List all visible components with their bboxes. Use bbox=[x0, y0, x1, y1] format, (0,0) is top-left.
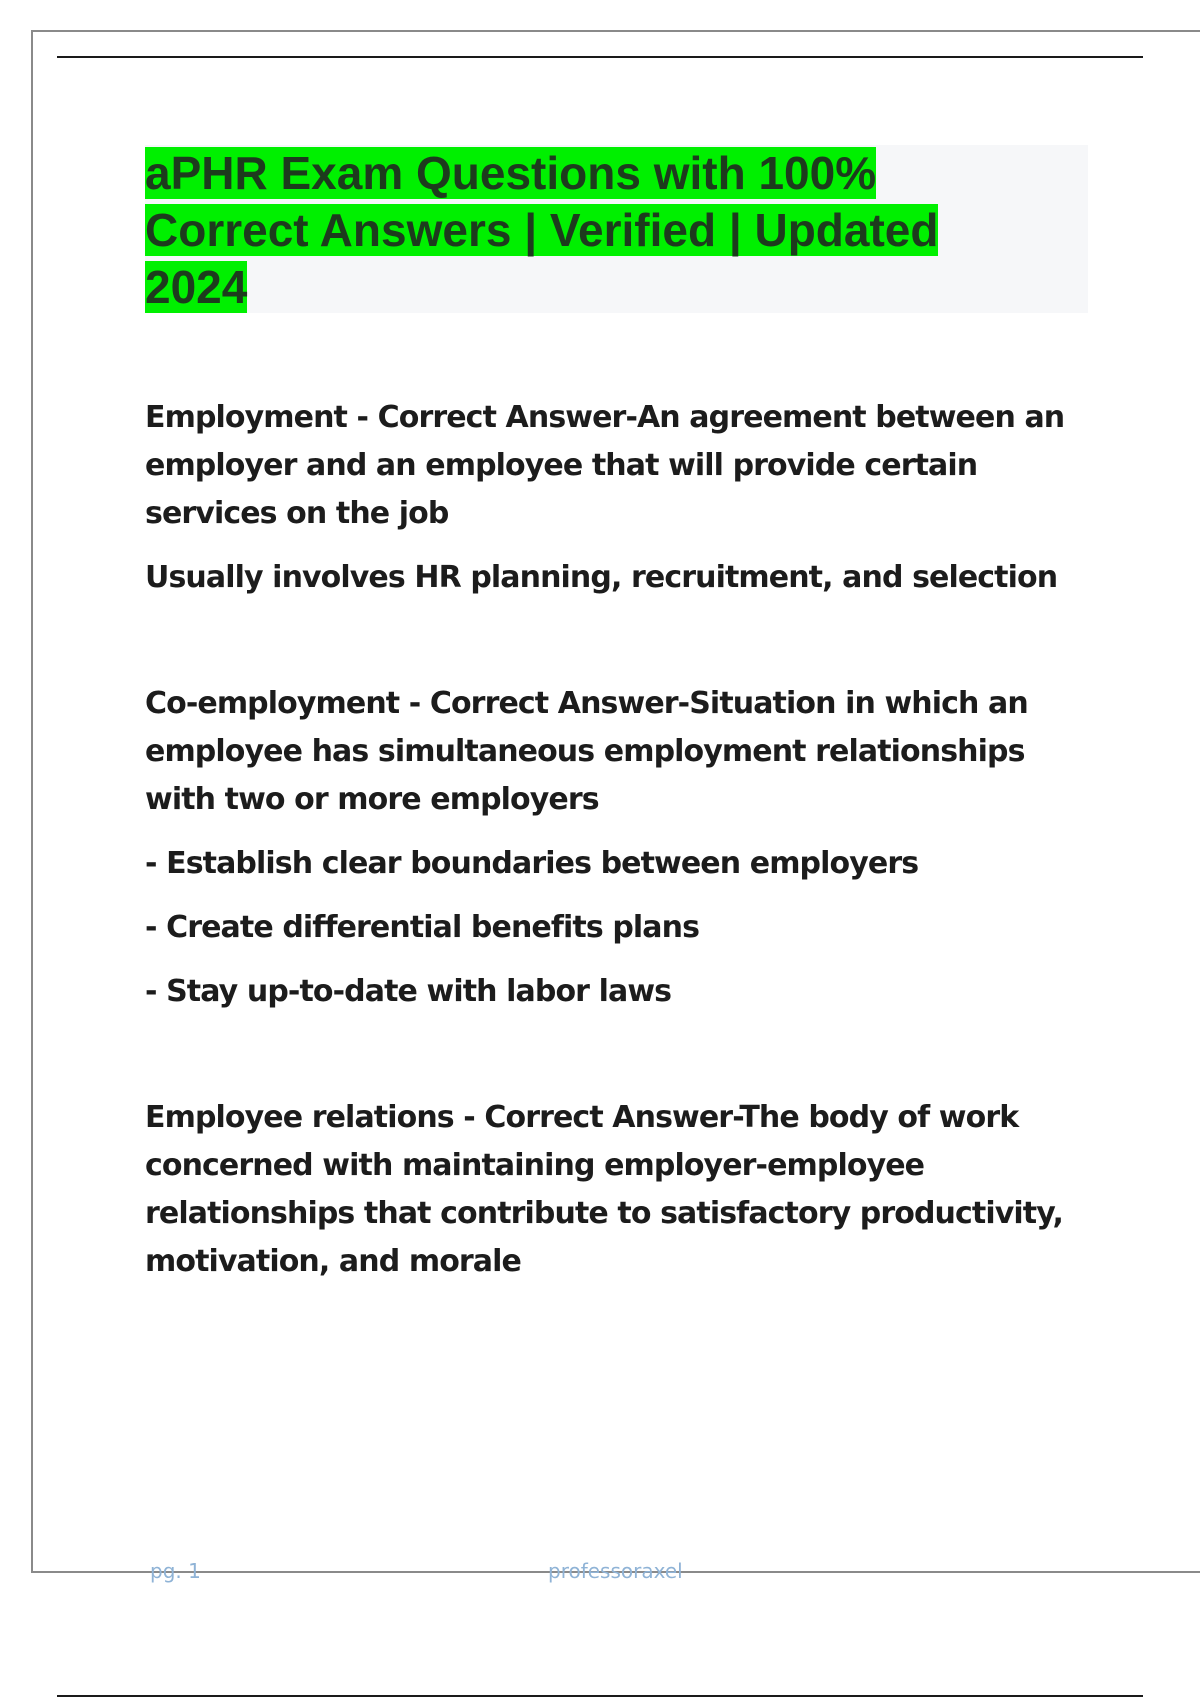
document-body bbox=[145, 394, 1095, 1364]
entry-definition: Employment - Correct Answer-An agreement between an employer and an employee that will provide certain services on the job bbox=[145, 400, 1065, 531]
title-highlight: aPHR Exam Questions with 100% Correct Answers | Verified | Updated 2024 bbox=[145, 147, 939, 313]
entry-detail: - Create differential benefits plans bbox=[145, 910, 700, 945]
entry-definition: Co-employment - Correct Answer-Situation in which an employee has simultaneous employment relationships with two or more employers bbox=[145, 686, 1028, 817]
next-page-rule bbox=[57, 1695, 1143, 1697]
footer-page-number: pg. 1 bbox=[150, 1559, 201, 1583]
title-block bbox=[145, 145, 1088, 313]
entry-detail: - Establish clear boundaries between employers bbox=[145, 846, 919, 881]
entry-employee-relations bbox=[145, 1094, 1095, 1286]
header-rule bbox=[57, 56, 1143, 58]
footer-author: professoraxel bbox=[548, 1559, 683, 1583]
entry-employment bbox=[145, 394, 1095, 602]
document-title bbox=[145, 145, 1005, 316]
entry-detail: Usually involves HR planning, recruitment, and selection bbox=[145, 560, 1058, 595]
entry-definition: Employee relations - Correct Answer-The body of work concerned with maintaining employer-employee relationships that contribute to satisfactory productivity, motivation, and morale bbox=[145, 1100, 1064, 1279]
entry-detail: - Stay up-to-date with labor laws bbox=[145, 974, 672, 1009]
entry-co-employment bbox=[145, 680, 1095, 1016]
